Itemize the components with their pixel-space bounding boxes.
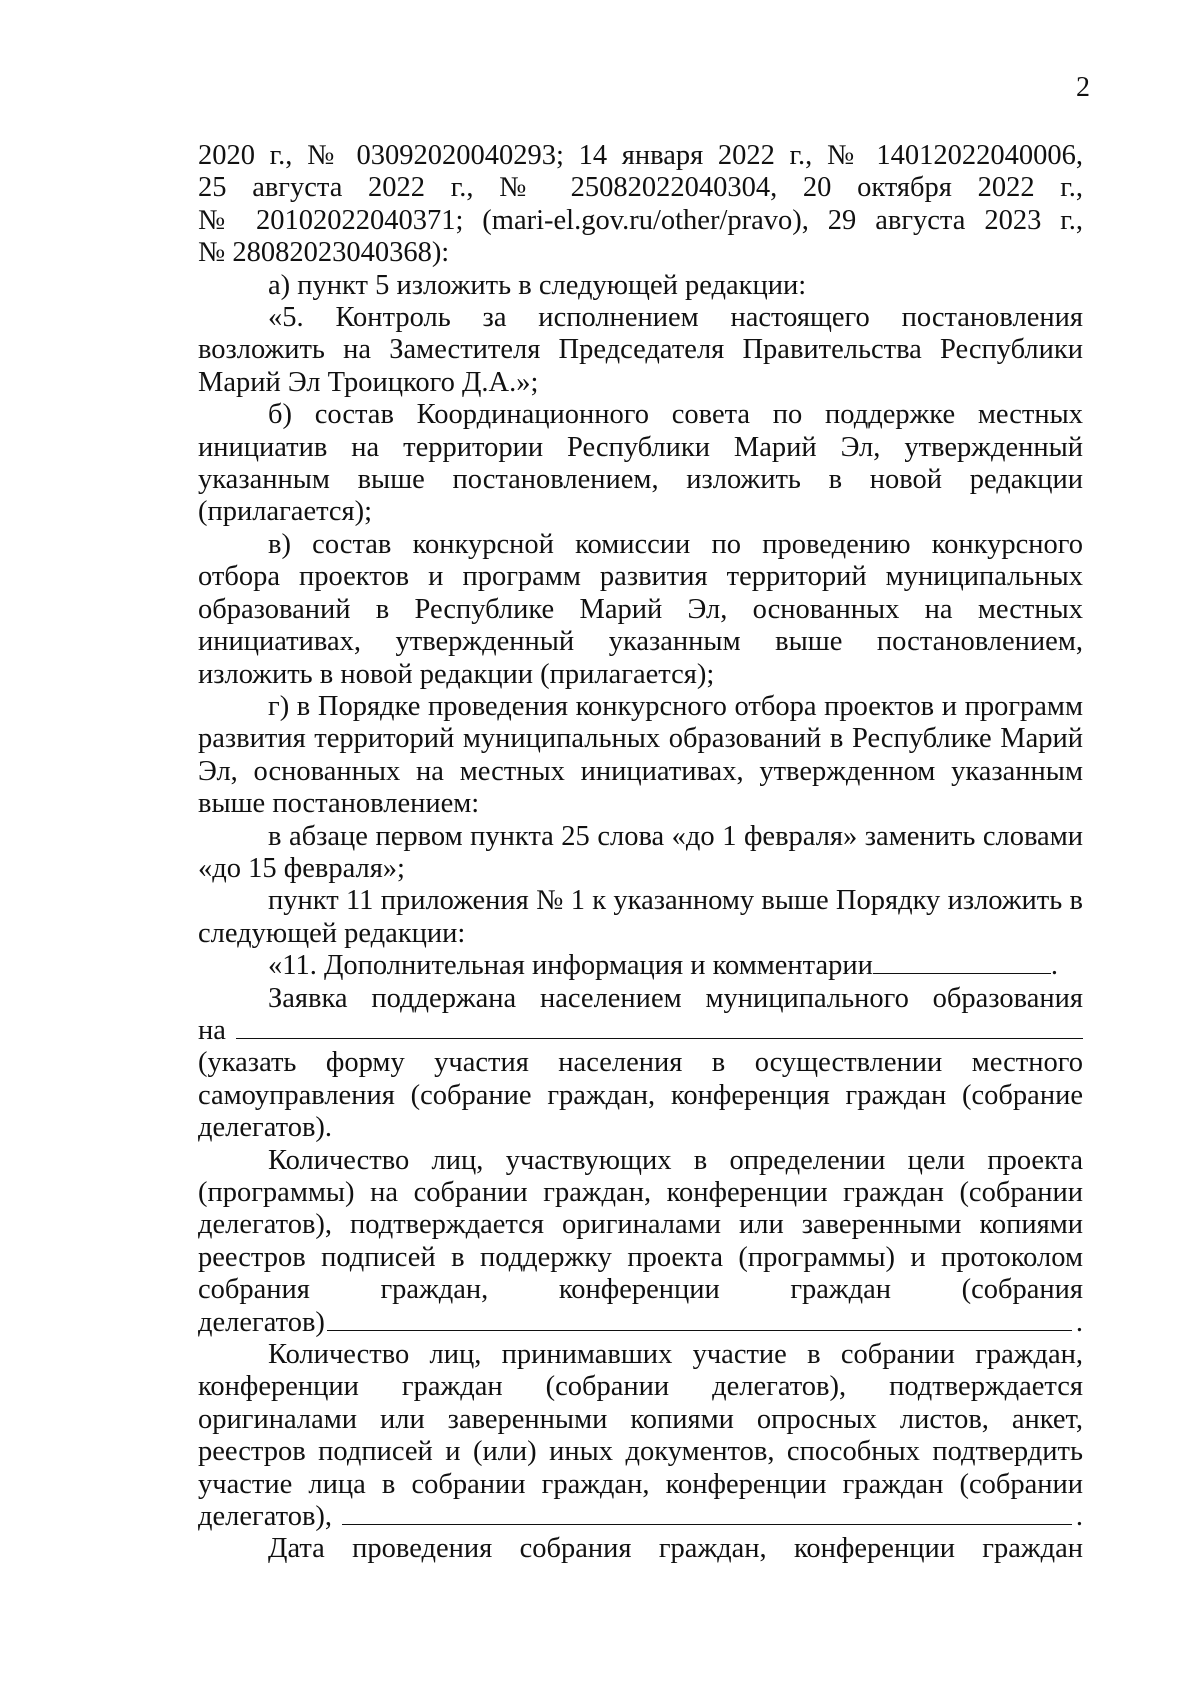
- period-1: .: [1075, 1306, 1083, 1338]
- point-11-label: «11. Дополнительная информация и комментарии: [268, 950, 873, 982]
- fill-line: [342, 1502, 1072, 1525]
- point-11-intro: пункт 11 приложения № 1 к указанному выше Порядку изложить в следующей редакции:: [198, 885, 1083, 949]
- form-of-participation-note: (указать форму участия населения в осуществлении местного самоуправления (собрание граждан, конференция граждан (собрание делегатов).: [198, 1047, 1083, 1144]
- intro-line-1: 2020 г., № 03092020040293; 14 января 2022 г., № 14012022040006,: [198, 140, 1083, 171]
- delegates-label-2: делегатов),: [198, 1501, 333, 1533]
- fill-line: [327, 1308, 1072, 1331]
- fill-line: [236, 1016, 1083, 1039]
- participants-count-1-tail: [198, 1307, 1083, 1339]
- intro-line-2: 25 августа 2022 г., № 25082022040304, 20 октября 2022 г.,: [198, 172, 1083, 204]
- item-b: б) состав Координационного совета по поддержке местных инициатив на территории Республики Марий Эл, утвержденный указанным выше постановлением, изложить в новой редакции (прилагается);: [198, 399, 1083, 528]
- point-11-end: .: [1050, 950, 1058, 982]
- point-11-line: [198, 950, 1083, 982]
- delegates-label-1: делегатов): [198, 1306, 325, 1338]
- intro-line-3: № 20102022040371; (mari-el.gov.ru/other/pravo), 29 августа 2023 г.,: [198, 204, 1083, 236]
- paragraph-25-change: в абзаце первом пункта 25 слова «до 1 февраля» заменить словами «до 15 февраля»;: [198, 820, 1083, 884]
- meeting-date-text: Дата проведения собрания граждан, конференции граждан: [268, 1533, 1083, 1565]
- participants-count-2-text: Количество лиц, принимавших участие в собрании граждан, конференции граждан (собрании делегатов), подтверждается оригиналами или заверенными копиями опросных листов, анкет, реестров подписей и (или) иных документов, способных подтвердить участие лица в собрании граждан, конференции граждан (собрании: [198, 1339, 1083, 1500]
- participants-count-1-text: Количество лиц, участвующих в определении цели проекта (программы) на собрании граждан, конференции граждан (собрании делегатов), подтверждается оригиналами или заверенными копиями реестров подписей в поддержку проекта (программы) и протоколом собрания граждан, конференции граждан (собрания: [198, 1144, 1083, 1306]
- intro-line-4: № 28082023040368):: [198, 237, 450, 269]
- point-5-text: «5. Контроль за исполнением настоящего постановления возложить на Заместителя Председателя Правительства Республики Марий Эл Троицкого Д.А.»;: [198, 302, 1083, 398]
- document-body: [198, 140, 1083, 1566]
- period-2: .: [1075, 1501, 1083, 1533]
- item-a: а) пункт 5 изложить в следующей редакции:: [268, 269, 807, 301]
- item-g: г) в Порядке проведения конкурсного отбора проектов и программ развития территорий муниципальных образований в Республике Марий Эл, основанных на местных инициативах, утвержденном указанным выше постановлением:: [198, 690, 1083, 820]
- zayavka-text: Заявка поддержана населением муниципального образования: [268, 982, 1083, 1014]
- participants-count-2-tail: [198, 1501, 1083, 1533]
- fill-line: [873, 951, 1051, 974]
- na-line: [198, 1015, 1083, 1047]
- item-v: в) состав конкурсной комиссии по проведению конкурсного отбора проектов и программ развития территорий муниципальных образований в Республике Марий Эл, основанных на местных инициативах, утвержденный указанным выше постановлением, изложить в новой редакции (прилагается);: [198, 528, 1083, 690]
- page-number: 2: [1076, 72, 1090, 103]
- na-label: на: [198, 1014, 226, 1046]
